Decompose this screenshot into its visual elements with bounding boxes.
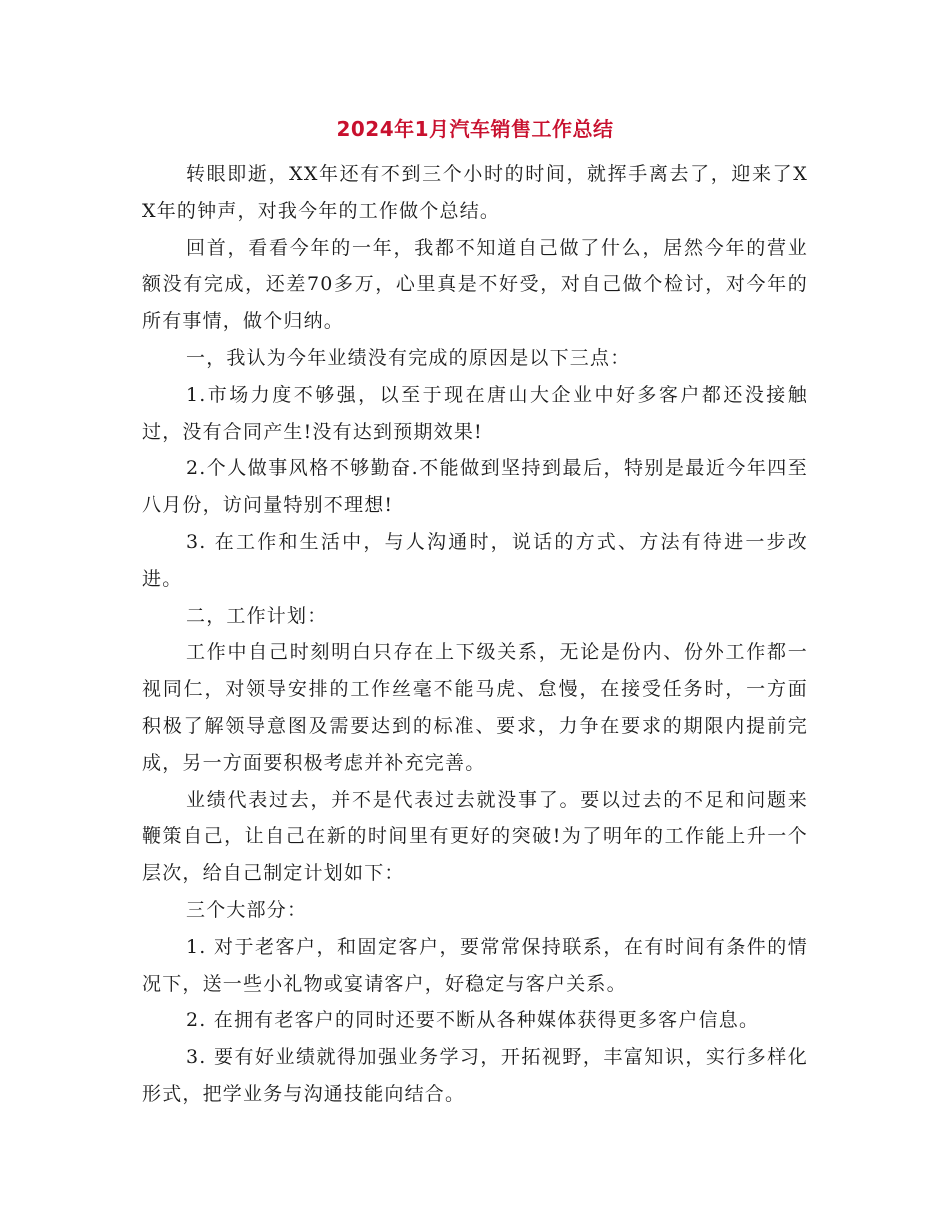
- paragraph-intro: 转眼即逝，XX年还有不到三个小时的时间，就挥手离去了，迎来了XX年的钟声，对我今年的工作做个总结。: [142, 163, 808, 222]
- paragraph-work-attitude: 工作中自己时刻明白只存在上下级关系，无论是份内、份外工作都一视同仁，对领导安排的工作丝毫不能马虎、怠慢，在接受任务时，一方面积极了解领导意图及需要达到的标准、要求，力争在要求的期限内提前完成，另一方面要积极考虑并补充完善。: [142, 641, 808, 774]
- paragraph-reason-1: 1.市场力度不够强，以至于现在唐山大企业中好多客户都还没接触过，没有合同产生!没有达到预期效果!: [142, 383, 808, 443]
- paragraph-review: 回首，看看今年的一年，我都不知道自己做了什么，居然今年的营业额没有完成，还差70多万，心里真是不好受，对自己做个检讨，对今年的所有事情，做个归纳。: [142, 236, 808, 333]
- paragraph-plan-2: 2. 在拥有老客户的同时还要不断从各种媒体获得更多客户信息。: [186, 1009, 760, 1032]
- paragraph-plan-1: 1. 对于老客户，和固定客户，要常常保持联系，在有时间有条件的情况下，送一些小礼物或宴请客户，好稳定与客户关系。: [142, 935, 808, 995]
- section-heading-reasons: 一，我认为今年业绩没有完成的原因是以下三点：: [186, 346, 631, 369]
- document-title: 2024年1月汽车销售工作总结: [336, 117, 614, 141]
- paragraph-reason-3: 3. 在工作和生活中，与人沟通时，说话的方式、方法有待进一步改进。: [142, 530, 808, 590]
- paragraph-reason-2: 2.个人做事风格不够勤奋.不能做到坚持到最后，特别是最近今年四至八月份，访问量特别不理想!: [142, 457, 808, 517]
- paragraph-plan-3: 3. 要有好业绩就得加强业务学习，开拓视野，丰富知识，实行多样化形式，把学业务与沟通技能向结合。: [142, 1046, 808, 1105]
- section-heading-three-parts: 三个大部分：: [186, 898, 308, 921]
- paragraph-performance: 业绩代表过去，并不是代表过去就没事了。要以过去的不足和问题来鞭策自己，让自己在新的时间里有更好的突破!为了明年的工作能上升一个层次，给自己制定计划如下：: [142, 788, 808, 885]
- document-page: [142, 112, 808, 1113]
- section-heading-plan: 二，工作计划：: [186, 604, 328, 627]
